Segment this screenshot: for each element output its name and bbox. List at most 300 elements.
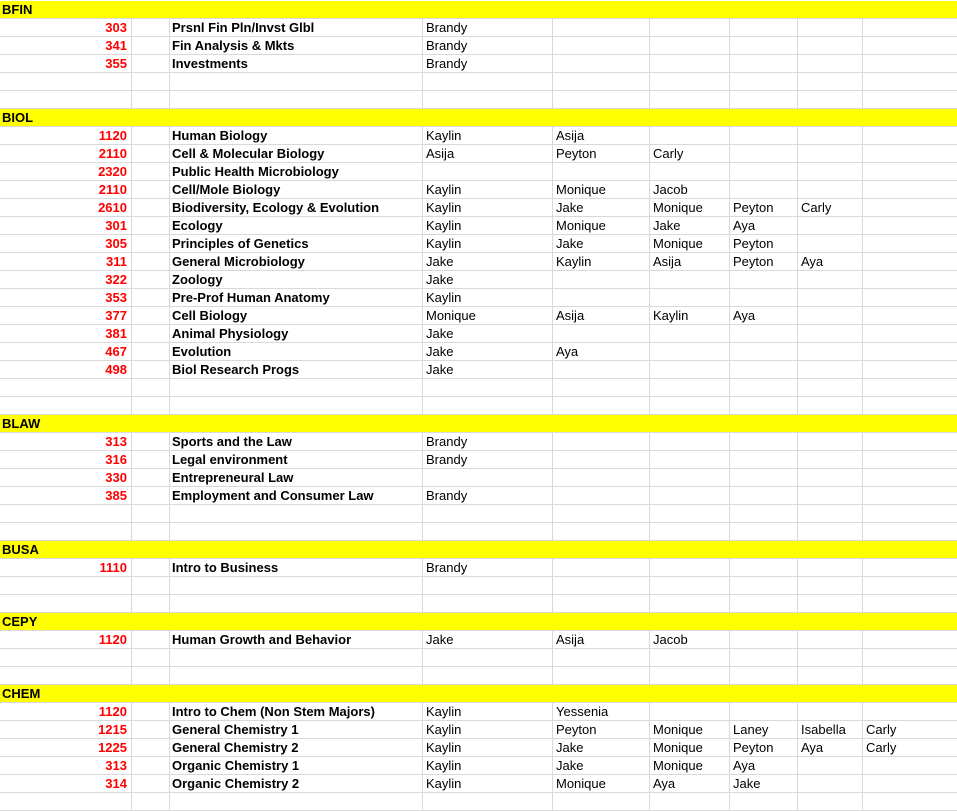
course-title[interactable]: Ecology [170,217,423,234]
empty-cell[interactable] [650,505,730,522]
empty-cell[interactable] [132,451,170,468]
empty-cell[interactable] [650,595,730,612]
empty-cell[interactable] [423,163,553,180]
course-title[interactable]: General Chemistry 2 [170,739,423,756]
tutor-name[interactable]: Kaylin [423,217,553,234]
empty-cell[interactable] [798,235,863,252]
empty-cell[interactable] [650,271,730,288]
empty-cell[interactable] [553,325,650,342]
empty-cell[interactable] [650,433,730,450]
course-number[interactable]: 2110 [0,181,132,198]
empty-cell[interactable] [730,559,798,576]
empty-cell[interactable] [863,379,957,396]
empty-cell[interactable] [650,163,730,180]
empty-cell[interactable] [650,127,730,144]
empty-cell[interactable] [553,667,650,684]
empty-cell[interactable] [170,595,423,612]
empty-cell[interactable] [798,505,863,522]
empty-cell[interactable] [798,577,863,594]
empty-cell[interactable] [798,397,863,414]
course-title[interactable]: Intro to Business [170,559,423,576]
empty-cell[interactable] [0,523,132,540]
empty-cell[interactable] [863,19,957,36]
tutor-name[interactable]: Kaylin [423,235,553,252]
course-title[interactable]: Principles of Genetics [170,235,423,252]
course-number[interactable]: 353 [0,289,132,306]
empty-cell[interactable] [798,775,863,792]
tutor-name[interactable]: Asija [553,127,650,144]
empty-cell[interactable] [730,127,798,144]
empty-cell[interactable] [423,667,553,684]
empty-cell[interactable] [423,379,553,396]
empty-cell[interactable] [650,19,730,36]
empty-cell[interactable] [730,163,798,180]
tutor-name[interactable]: Peyton [730,235,798,252]
empty-cell[interactable] [132,487,170,504]
course-title[interactable]: Investments [170,55,423,72]
course-number[interactable]: 2610 [0,199,132,216]
tutor-name[interactable]: Aya [798,253,863,270]
course-number[interactable]: 381 [0,325,132,342]
tutor-name[interactable]: Monique [650,757,730,774]
empty-cell[interactable] [730,649,798,666]
empty-cell[interactable] [0,667,132,684]
empty-cell[interactable] [423,577,553,594]
empty-cell[interactable] [553,487,650,504]
course-title[interactable]: Human Biology [170,127,423,144]
tutor-name[interactable]: Jake [423,361,553,378]
empty-cell[interactable] [730,703,798,720]
tutor-name[interactable]: Peyton [553,145,650,162]
empty-cell[interactable] [553,55,650,72]
course-title[interactable]: Fin Analysis & Mkts [170,37,423,54]
empty-cell[interactable] [170,577,423,594]
tutor-name[interactable]: Kaylin [423,721,553,738]
empty-cell[interactable] [553,505,650,522]
empty-cell[interactable] [730,73,798,90]
tutor-name[interactable]: Carly [866,740,897,755]
tutor-name[interactable]: Aya [650,775,730,792]
empty-cell[interactable] [730,55,798,72]
tutor-name[interactable]: Carly [798,199,863,216]
empty-cell[interactable] [730,469,798,486]
empty-cell[interactable] [798,181,863,198]
empty-cell[interactable] [730,289,798,306]
tutor-name[interactable]: Peyton [553,721,650,738]
empty-cell[interactable] [553,451,650,468]
empty-cell[interactable] [132,199,170,216]
course-title[interactable]: Employment and Consumer Law [170,487,423,504]
course-title[interactable]: Pre-Prof Human Anatomy [170,289,423,306]
empty-cell[interactable] [863,703,957,720]
tutor-name[interactable]: Jake [423,631,553,648]
empty-cell[interactable] [423,793,553,810]
empty-cell[interactable] [863,73,957,90]
empty-cell[interactable] [132,361,170,378]
empty-cell[interactable] [730,325,798,342]
tutor-name[interactable]: Brandy [423,559,553,576]
empty-cell[interactable] [798,451,863,468]
empty-cell[interactable] [132,55,170,72]
empty-cell[interactable] [650,325,730,342]
course-title[interactable]: Intro to Chem (Non Stem Majors) [170,703,423,720]
tutor-name[interactable]: Jake [730,775,798,792]
department-code[interactable]: CEPY [2,614,38,629]
empty-cell[interactable] [730,631,798,648]
empty-cell[interactable] [423,595,553,612]
empty-cell[interactable] [0,595,132,612]
empty-cell[interactable] [132,433,170,450]
empty-cell[interactable] [423,505,553,522]
empty-cell[interactable] [863,451,957,468]
empty-cell[interactable] [863,505,957,522]
tutor-name[interactable]: Isabella [798,721,863,738]
empty-cell[interactable] [863,667,957,684]
empty-cell[interactable] [650,397,730,414]
empty-cell[interactable] [863,325,957,342]
empty-cell[interactable] [650,343,730,360]
course-title[interactable]: Cell/Mole Biology [170,181,423,198]
empty-cell[interactable] [650,361,730,378]
tutor-name[interactable]: Jake [553,199,650,216]
course-title[interactable]: Organic Chemistry 1 [170,757,423,774]
empty-cell[interactable] [863,199,957,216]
empty-cell[interactable] [553,649,650,666]
empty-cell[interactable] [132,289,170,306]
tutor-name[interactable]: Jake [423,325,553,342]
course-number[interactable]: 2320 [0,163,132,180]
course-title[interactable]: General Chemistry 1 [170,721,423,738]
tutor-name[interactable]: Jake [423,253,553,270]
empty-cell[interactable] [132,163,170,180]
empty-cell[interactable] [132,631,170,648]
empty-cell[interactable] [170,667,423,684]
course-number[interactable]: 341 [0,37,132,54]
empty-cell[interactable] [730,397,798,414]
tutor-name[interactable]: Kaylin [650,307,730,324]
empty-cell[interactable] [132,667,170,684]
empty-cell[interactable] [170,523,423,540]
course-title[interactable]: Evolution [170,343,423,360]
empty-cell[interactable] [798,757,863,774]
empty-cell[interactable] [863,523,957,540]
empty-cell[interactable] [650,91,730,108]
empty-cell[interactable] [132,757,170,774]
empty-cell[interactable] [132,37,170,54]
course-number[interactable]: 385 [0,487,132,504]
tutor-name[interactable]: Kaylin [423,757,553,774]
tutor-name[interactable]: Carly [650,145,730,162]
empty-cell[interactable] [798,343,863,360]
course-number[interactable]: 305 [0,235,132,252]
tutor-name[interactable]: Kaylin [423,289,553,306]
tutor-name[interactable]: Asija [423,145,553,162]
empty-cell[interactable] [863,577,957,594]
empty-cell[interactable] [650,577,730,594]
tutor-name[interactable]: Monique [553,217,650,234]
empty-cell[interactable] [553,577,650,594]
empty-cell[interactable] [553,595,650,612]
empty-cell[interactable] [553,433,650,450]
course-number[interactable]: 1120 [0,127,132,144]
empty-cell[interactable] [553,73,650,90]
tutor-name[interactable]: Peyton [730,739,798,756]
empty-cell[interactable] [798,793,863,810]
empty-cell[interactable] [863,397,957,414]
empty-cell[interactable] [863,181,957,198]
empty-cell[interactable] [798,217,863,234]
empty-cell[interactable] [863,631,957,648]
tutor-name[interactable]: Aya [798,739,863,756]
empty-cell[interactable] [553,289,650,306]
course-number[interactable]: 313 [0,757,132,774]
empty-cell[interactable] [798,649,863,666]
empty-cell[interactable] [650,793,730,810]
empty-cell[interactable] [553,361,650,378]
empty-cell[interactable] [730,433,798,450]
tutor-name[interactable]: Asija [650,253,730,270]
empty-cell[interactable] [863,595,957,612]
empty-cell[interactable] [863,55,957,72]
course-number[interactable]: 322 [0,271,132,288]
empty-cell[interactable] [0,397,132,414]
empty-cell[interactable] [863,307,957,324]
empty-cell[interactable] [650,469,730,486]
empty-cell[interactable] [132,181,170,198]
empty-cell[interactable] [863,487,957,504]
empty-cell[interactable] [170,73,423,90]
tutor-name[interactable]: Brandy [423,433,553,450]
tutor-name[interactable]: Jake [553,235,650,252]
tutor-name[interactable]: Jake [423,271,553,288]
empty-cell[interactable] [132,19,170,36]
empty-cell[interactable] [798,361,863,378]
tutor-name[interactable]: Aya [730,757,798,774]
department-code[interactable]: BIOL [2,110,34,125]
empty-cell[interactable] [650,451,730,468]
empty-cell[interactable] [863,775,957,792]
empty-cell[interactable] [863,469,957,486]
tutor-name[interactable]: Monique [423,307,553,324]
course-title[interactable]: Entrepreneural Law [170,469,423,486]
empty-cell[interactable] [730,145,798,162]
empty-cell[interactable] [798,469,863,486]
empty-cell[interactable] [132,793,170,810]
empty-cell[interactable] [132,235,170,252]
course-number[interactable]: 355 [0,55,132,72]
empty-cell[interactable] [650,37,730,54]
empty-cell[interactable] [730,37,798,54]
empty-cell[interactable] [170,91,423,108]
empty-cell[interactable] [798,595,863,612]
course-number[interactable]: 313 [0,433,132,450]
empty-cell[interactable] [798,289,863,306]
empty-cell[interactable] [553,91,650,108]
empty-cell[interactable] [863,127,957,144]
empty-cell[interactable] [132,595,170,612]
tutor-name[interactable]: Laney [730,721,798,738]
empty-cell[interactable] [132,559,170,576]
empty-cell[interactable] [863,793,957,810]
department-code[interactable]: BUSA [2,542,39,557]
tutor-name[interactable]: Monique [650,739,730,756]
empty-cell[interactable] [863,163,957,180]
empty-cell[interactable] [170,505,423,522]
empty-cell[interactable] [863,433,957,450]
course-title[interactable]: Animal Physiology [170,325,423,342]
course-number[interactable]: 1110 [0,559,132,576]
course-title[interactable]: Biol Research Progs [170,361,423,378]
tutor-name[interactable]: Brandy [423,55,553,72]
empty-cell[interactable] [0,73,132,90]
empty-cell[interactable] [132,397,170,414]
empty-cell[interactable] [132,523,170,540]
course-number[interactable]: 498 [0,361,132,378]
empty-cell[interactable] [650,55,730,72]
department-code[interactable]: BLAW [2,416,41,431]
tutor-name[interactable]: Kaylin [423,181,553,198]
course-number[interactable]: 1225 [0,739,132,756]
empty-cell[interactable] [553,163,650,180]
course-title[interactable]: Legal environment [170,451,423,468]
empty-cell[interactable] [863,91,957,108]
empty-cell[interactable] [730,523,798,540]
empty-cell[interactable] [863,253,957,270]
empty-cell[interactable] [132,343,170,360]
course-number[interactable]: 1120 [0,703,132,720]
empty-cell[interactable] [798,703,863,720]
empty-cell[interactable] [132,91,170,108]
empty-cell[interactable] [0,577,132,594]
tutor-name[interactable]: Asija [553,307,650,324]
empty-cell[interactable] [730,667,798,684]
course-number[interactable]: 330 [0,469,132,486]
empty-cell[interactable] [730,19,798,36]
empty-cell[interactable] [798,307,863,324]
tutor-name[interactable]: Kaylin [423,703,553,720]
empty-cell[interactable] [798,19,863,36]
course-title[interactable]: General Microbiology [170,253,423,270]
empty-cell[interactable] [730,343,798,360]
course-title[interactable]: Prsnl Fin Pln/Invst Glbl [170,19,423,36]
course-number[interactable]: 1215 [0,721,132,738]
tutor-name[interactable]: Kaylin [423,127,553,144]
tutor-name[interactable]: Asija [553,631,650,648]
empty-cell[interactable] [132,127,170,144]
tutor-name[interactable]: Jake [650,217,730,234]
empty-cell[interactable] [132,145,170,162]
empty-cell[interactable] [863,343,957,360]
empty-cell[interactable] [650,379,730,396]
tutor-name[interactable]: Jake [423,343,553,360]
tutor-name[interactable]: Aya [553,343,650,360]
empty-cell[interactable] [423,523,553,540]
empty-cell[interactable] [132,325,170,342]
empty-cell[interactable] [798,631,863,648]
empty-cell[interactable] [863,37,957,54]
empty-cell[interactable] [0,505,132,522]
tutor-name[interactable]: Monique [553,775,650,792]
empty-cell[interactable] [650,559,730,576]
empty-cell[interactable] [650,703,730,720]
course-title[interactable]: Cell & Molecular Biology [170,145,423,162]
course-number[interactable]: 303 [0,19,132,36]
empty-cell[interactable] [863,559,957,576]
empty-cell[interactable] [798,271,863,288]
empty-cell[interactable] [863,649,957,666]
empty-cell[interactable] [730,361,798,378]
empty-cell[interactable] [650,523,730,540]
empty-cell[interactable] [730,379,798,396]
tutor-name[interactable]: Jake [553,757,650,774]
empty-cell[interactable] [798,73,863,90]
empty-cell[interactable] [132,469,170,486]
empty-cell[interactable] [553,793,650,810]
empty-cell[interactable] [132,73,170,90]
tutor-name[interactable]: Monique [650,235,730,252]
empty-cell[interactable] [132,649,170,666]
tutor-name[interactable]: Aya [730,307,798,324]
empty-cell[interactable] [730,91,798,108]
tutor-name[interactable]: Jacob [650,631,730,648]
empty-cell[interactable] [650,487,730,504]
tutor-name[interactable]: Monique [553,181,650,198]
empty-cell[interactable] [863,757,957,774]
empty-cell[interactable] [730,487,798,504]
empty-cell[interactable] [553,379,650,396]
course-number[interactable]: 2110 [0,145,132,162]
tutor-name[interactable]: Jacob [650,181,730,198]
empty-cell[interactable] [132,703,170,720]
empty-cell[interactable] [170,649,423,666]
tutor-name[interactable]: Brandy [423,37,553,54]
empty-cell[interactable] [423,469,553,486]
course-number[interactable]: 467 [0,343,132,360]
course-title[interactable]: Zoology [170,271,423,288]
empty-cell[interactable] [730,271,798,288]
empty-cell[interactable] [0,91,132,108]
empty-cell[interactable] [423,73,553,90]
empty-cell[interactable] [132,739,170,756]
empty-cell[interactable] [863,217,957,234]
empty-cell[interactable] [798,559,863,576]
empty-cell[interactable] [132,721,170,738]
empty-cell[interactable] [798,523,863,540]
empty-cell[interactable] [730,451,798,468]
empty-cell[interactable] [730,595,798,612]
empty-cell[interactable] [730,577,798,594]
empty-cell[interactable] [798,433,863,450]
course-number[interactable]: 1120 [0,631,132,648]
empty-cell[interactable] [132,577,170,594]
empty-cell[interactable] [730,505,798,522]
course-number[interactable]: 314 [0,775,132,792]
empty-cell[interactable] [798,91,863,108]
empty-cell[interactable] [863,289,957,306]
empty-cell[interactable] [170,793,423,810]
empty-cell[interactable] [863,361,957,378]
tutor-name[interactable]: Brandy [423,487,553,504]
empty-cell[interactable] [553,559,650,576]
empty-cell[interactable] [423,649,553,666]
empty-cell[interactable] [863,271,957,288]
tutor-name[interactable]: Peyton [730,253,798,270]
empty-cell[interactable] [423,91,553,108]
empty-cell[interactable] [798,163,863,180]
tutor-name[interactable]: Kaylin [423,739,553,756]
department-code[interactable]: CHEM [2,686,41,701]
empty-cell[interactable] [132,379,170,396]
